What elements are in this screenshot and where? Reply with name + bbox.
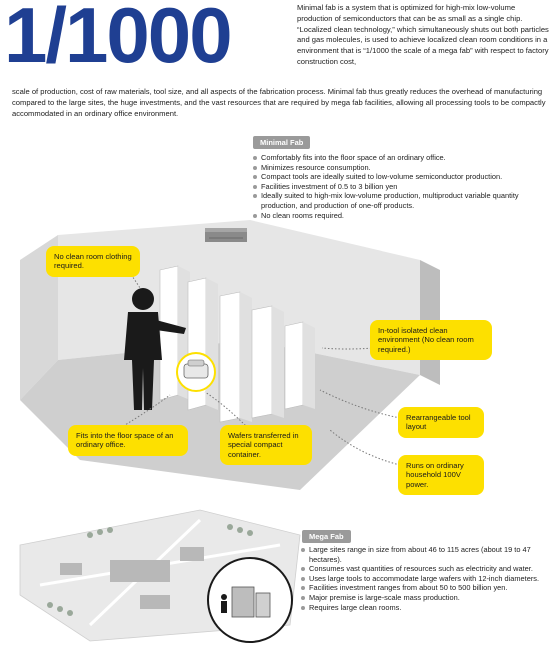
page-title: 1/1000 [4,0,231,79]
minimal-fab-bullet: No clean rooms required. [252,211,548,221]
callout-fits-floor-space: Fits into the floor space of an ordinary office. [68,425,188,456]
minimal-fab-label: Minimal Fab [253,136,310,149]
minimal-fab-bullet: Facilities investment of 0.5 to 3 billion yen [252,182,548,192]
mega-fab-bullet: Facilities investment ranges from about 50 to 500 billion yen. [300,583,550,593]
mega-fab-bullet: Major premise is large-scale mass production. [300,593,550,603]
callout-wafers-transferred: Wafers transferred in special compact container. [220,425,312,465]
minimal-fab-bullet: Minimizes resource consumption. [252,163,548,173]
minimal-fab-bullet: Comfortably fits into the floor space of an ordinary office. [252,153,548,163]
minimal-tool-5 [285,322,315,409]
callout-in-tool-isolated: In-tool isolated clean environment (No clean room required.) [370,320,492,360]
mega-fab-label: Mega Fab [302,530,351,543]
intro-paragraph-top: Minimal fab is a system that is optimized for high-mix low-volume production of semiconductors that can be as small as a single chip. “Localized clean technology,” which simultaneously shuts out both particles and gas molecules, is used to achieve localized clean room conditions in a environment that is “1/1000 the scale of a mega fab” with respect to factory construction cost, [297,3,549,66]
mega-fab-bullet: Requires large clean rooms. [300,603,550,613]
minimal-tool-3 [220,292,252,422]
minimal-tool-4 [252,306,284,418]
mega-fab-bullet: Large sites range in size from about 46 to 115 acres (about 19 to 47 hectares). [300,545,550,564]
air-conditioner-icon [205,228,247,242]
worker-icon [221,594,227,613]
callout-household-power: Runs on ordinary household 100V power. [398,455,484,495]
minimal-fab-bullet: Ideally suited to high-mix low-volume production, multiproduct variable quantity production, and production of one-off products. [252,191,548,210]
intro-paragraph-bottom: scale of production, cost of raw materials, tool size, and all aspects of the fabrication process. Minimal fab thus greatly reduces the overhead of manufacturing compared to the large sites, the huge investments, and the vast resources that are required by mega fab facilities, allowing all processing tools to be compactly accommodated in an ordinary office environment. [12,87,546,118]
zoom-circle [208,558,292,642]
minimal-fab-bullet: Compact tools are ideally suited to low-volume semiconductor production. [252,172,548,182]
wafer-container-icon [177,353,215,391]
mega-fab-bullet: Consumes vast quantities of resources such as electricity and water. [300,564,550,574]
callout-no-clean-room-clothing: No clean room clothing required. [46,246,140,277]
mega-fab-bullets [300,545,550,612]
callout-rearrangeable: Rearrangeable tool layout [398,407,484,438]
mega-fab-bullet: Uses large tools to accommodate large wafers with 12-inch diameters. [300,574,550,584]
